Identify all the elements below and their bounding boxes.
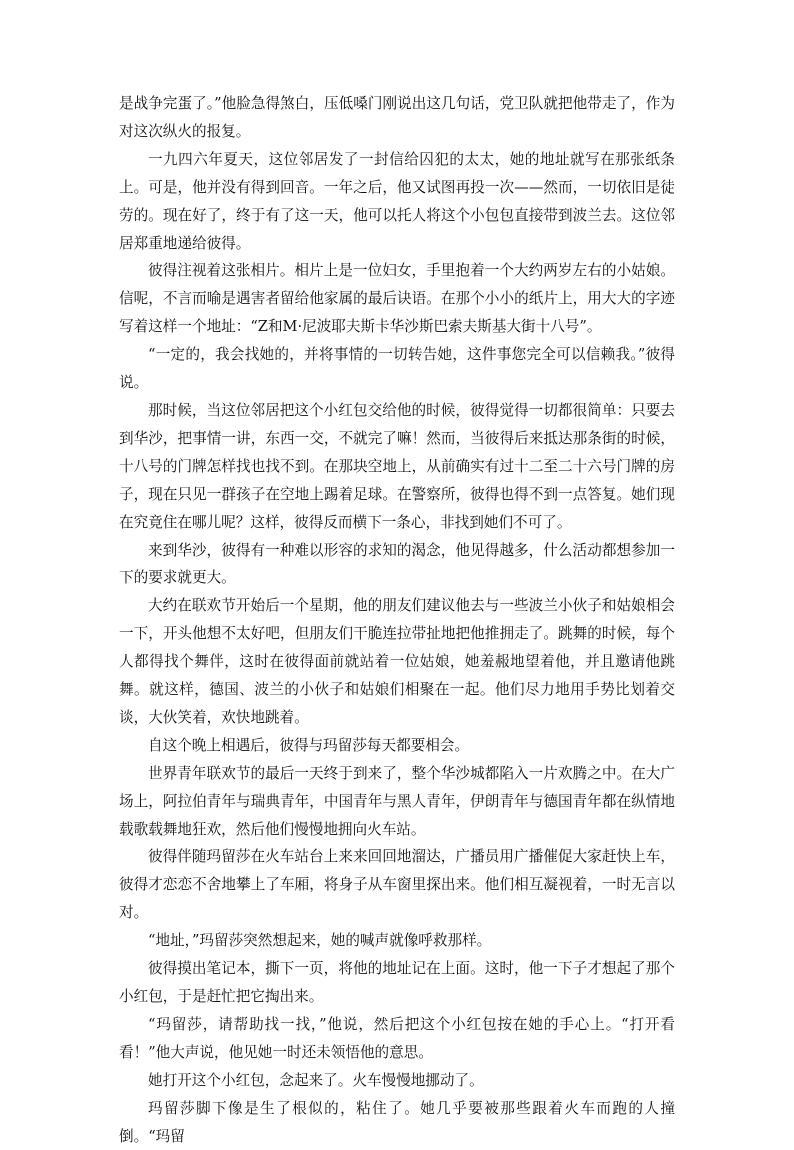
paragraph: 自这个晚上相遇后，彼得与玛留莎每天都要相会。 [148, 736, 470, 754]
paragraph: 是战争完蛋了。”他脸急得煞白，压低嗓门刚说出这几句话，党卫队就把他带走了，作为对这次纵火的报复。 [119, 95, 675, 140]
paragraph: 世界青年联欢节的最后一天终于到来了，整个华沙城都陷入一片欢腾之中。在大广场上，阿拉伯青年与瑞典青年，中国青年与黑人青年，伊朗青年与德国青年都在纵情地载歌载舞地狂欢，然后他们慢慢地拥向火车站。 [119, 764, 675, 838]
paragraph: 彼得摸出笔记本，撕下一页，将他的地址记在上面。这时，他一下子才想起了那个小红包，于是赶忙把它掏出来。 [119, 960, 675, 1005]
paragraph: 彼得注视着这张相片。相片上是一位妇女，手里抱着一个大约两岁左右的小姑娘。信呢，不言而喻是遇害者留给他家属的最后诀语。在那个小小的纸片上，用大大的字迹写着这样一个地址：“Z和M·尼波耶夫斯卡华沙斯巴索夫斯基大街十八号”。 [119, 262, 675, 336]
paragraph: “玛留莎，请帮助找一找，”他说，然后把这个小红包按在她的手心上。“打开看看！”他大声说，他见她一时还未领悟他的意思。 [119, 1015, 675, 1061]
paragraph: 玛留莎脚下像是生了根似的，粘住了。她几乎要被那些跟着火车而跑的人撞倒。“玛留 [119, 1099, 675, 1145]
paragraph: “一定的，我会找她的，并将事情的一切转告她，这件事您完全可以信赖我。”彼得说。 [119, 346, 675, 392]
paragraph: 彼得伴随玛留莎在火车站台上来来回回地溜达，广播员用广播催促大家赶快上车，彼得才恋恋不舍地攀上了车厢，将身子从车窗里探出来。他们相互凝视着，一时无言以对。 [119, 848, 675, 922]
paragraph: 一九四六年夏天，这位邻居发了一封信给囚犯的太太，她的地址就写在那张纸条上。可是，他并没有得到回音。一年之后，他又试图再投一次——然而，一切依旧是徒劳的。现在好了，终于有了这一天，他可以托人将这个小包包直接带到波兰去。这位邻居郑重地递给彼得。 [119, 150, 675, 252]
paragraph: 那时候，当这位邻居把这个小红包交给他的时候，彼得觉得一切都很简单：只要去到华沙，把事情一讲，东西一交，不就完了嘛！然而，当彼得后来抵达那条街的时候，十八号的门牌怎样找也找不到。在那块空地上，从前确实有过十二至二十六号门牌的房子，现在只见一群孩子在空地上踢着足球。在警察所，彼得也得不到一点答复。她们现在究竟住在哪儿呢？这样，彼得反而横下一条心，非找到她们不可了。 [119, 401, 675, 531]
paragraph: 来到华沙，彼得有一种难以形容的求知的渴念，他见得越多，什么活动都想参加一下的要求就更大。 [119, 541, 675, 587]
article-body [119, 90, 675, 1150]
paragraph: 她打开这个小红包，念起来了。火车慢慢地挪动了。 [148, 1071, 484, 1089]
paragraph: 大约在联欢节开始后一个星期，他的朋友们建议他去与一些波兰小伙子和姑娘相会一下，开头他想不太好吧，但朋友们干脆连拉带扯地把他推拥走了。跳舞的时候，每个人都得找个舞伴，这时在彼得面前就站着一位姑娘，她羞赧地望着他，并且邀请他跳舞。就这样，德国、波兰的小伙子和姑娘们相聚在一起。他们尽力地用手势比划着交谈，大伙笑着，欢快地跳着。 [119, 597, 675, 726]
paragraph: “地址，”玛留莎突然想起来，她的喊声就像呼救那样。 [148, 932, 492, 950]
